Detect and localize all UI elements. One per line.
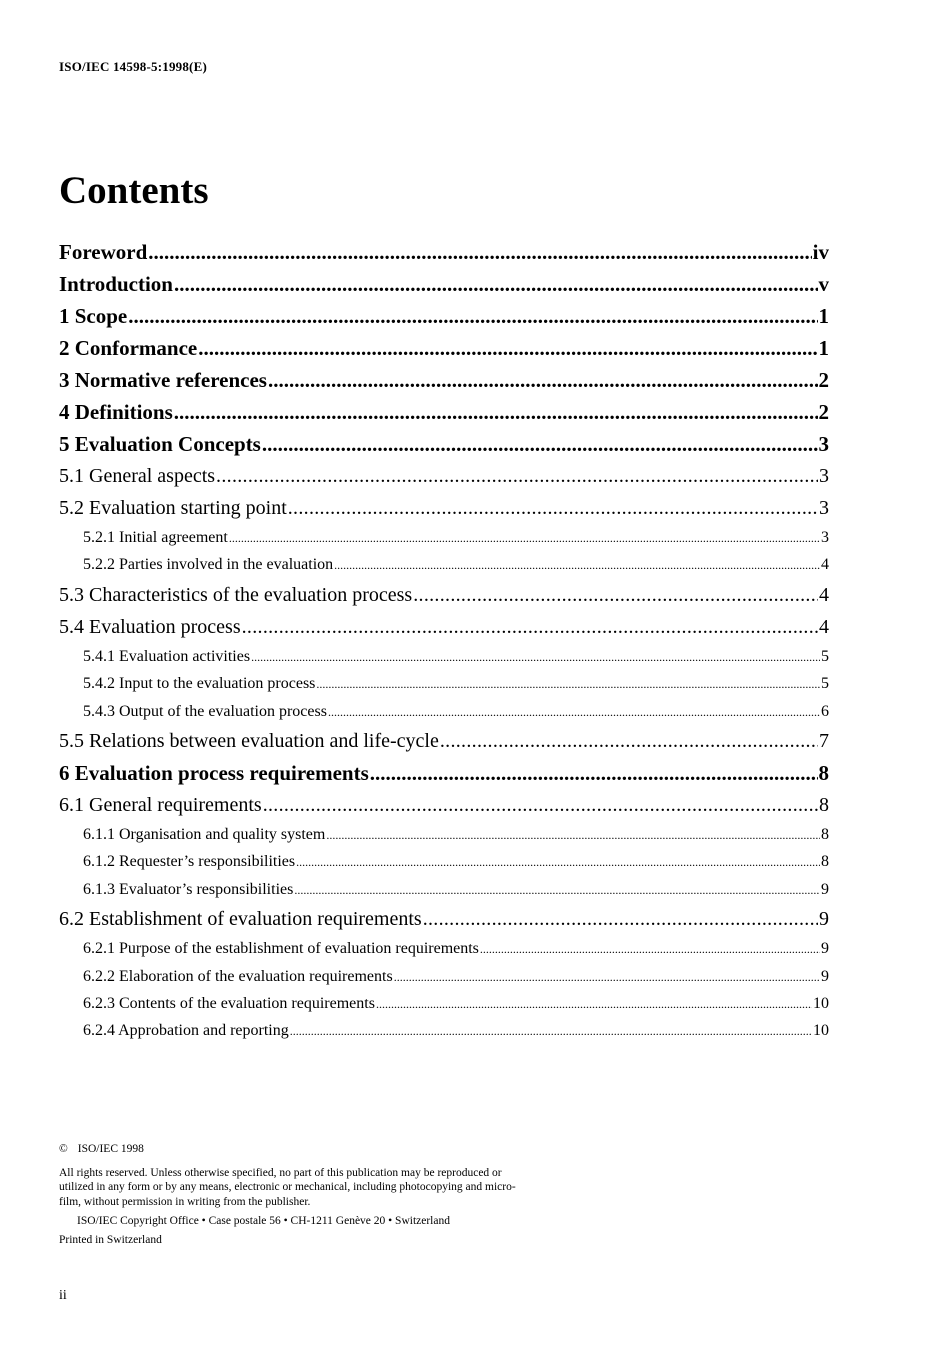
toc-entry-page: 6 [821,702,829,720]
toc-entry-page: 9 [821,880,829,898]
toc-entry[interactable] [59,789,829,821]
toc-dot-leader [174,396,818,428]
toc-entry-page: 5 [821,647,829,665]
toc-dot-leader [328,699,820,726]
toc-entry-label: 5.2.2 Parties involved in the evaluation [83,556,334,574]
toc-dot-leader [370,757,818,789]
toc-entry-page: 2 [818,400,829,424]
toc-entry-page: 3 [821,529,829,546]
toc-entry-label: 6.2 Establishment of evaluation requirements [59,908,422,931]
toc-entry-label: 5.4 Evaluation process [59,615,241,638]
toc-dot-leader [394,964,820,991]
toc-entry-page: 8 [821,853,829,871]
toc-entry-label: 6.2.3 Contents of the evaluation requirements [83,994,375,1012]
toc-entry-label: 6.1.3 Evaluator’s responsibilities [83,880,294,898]
toc-dot-leader [174,268,818,300]
toc-entry-page: 4 [819,615,829,638]
toc-dot-leader [198,332,817,364]
toc-entry[interactable] [59,524,829,551]
toc-entry-label: 5 Evaluation Concepts [59,432,261,456]
copyright-line [59,1142,599,1157]
toc-entry-page: 1 [818,336,829,360]
toc-entry[interactable] [59,643,829,670]
toc-entry[interactable] [59,428,829,460]
table-of-contents [59,236,829,1045]
toc-entry[interactable] [59,935,829,962]
toc-entry[interactable] [59,236,829,268]
toc-entry[interactable] [59,396,829,428]
toc-entry[interactable] [59,611,829,643]
toc-entry-label: 6.1.1 Organisation and quality system [83,825,326,843]
toc-entry-page: 9 [821,967,829,985]
toc-entry[interactable] [59,903,829,935]
toc-entry-page: 4 [821,556,829,574]
toc-entry[interactable] [59,579,829,611]
toc-entry-page: 3 [819,465,829,487]
toc-dot-leader [128,300,817,332]
toc-dot-leader [290,1018,812,1045]
page-title: Contents [59,169,209,212]
toc-entry[interactable] [59,460,829,492]
rights-line: film, without permission in writing from the publisher. [59,1195,311,1208]
toc-entry-page: 7 [819,729,829,752]
rights-line: utilized in any form or by any means, electronic or mechanical, including photocopying and micro- [59,1181,516,1193]
toc-entry-page: iv [812,240,829,264]
toc-dot-leader [262,428,818,460]
toc-entry[interactable] [59,698,829,725]
toc-entry[interactable] [59,990,829,1017]
toc-entry-page: 8 [819,793,829,816]
toc-entry[interactable] [59,332,829,364]
toc-entry-label: 6.2.2 Elaboration of the evaluation requirements [83,967,393,985]
toc-entry-label: Foreword [59,240,148,264]
toc-entry[interactable] [59,757,829,789]
toc-entry[interactable] [59,848,829,875]
toc-entry-page: 8 [818,760,829,785]
toc-dot-leader [296,849,820,876]
toc-entry-page: 1 [818,304,829,328]
copyright-footer [59,1142,599,1247]
toc-dot-leader [480,936,820,963]
toc-entry-page: 10 [813,994,829,1012]
toc-entry-page: 8 [821,825,829,843]
toc-dot-leader [316,671,820,698]
toc-dot-leader [326,822,820,849]
toc-entry-label: 2 Conformance [59,336,198,360]
page-number: ii [59,1288,67,1303]
toc-entry-page: 3 [819,497,829,519]
toc-dot-leader [242,611,818,643]
toc-dot-leader [376,991,812,1018]
toc-entry-label: 6.1.2 Requester’s responsibilities [83,853,296,871]
toc-dot-leader [229,525,820,552]
toc-entry-page: 9 [821,940,829,958]
toc-entry-label: 5.5 Relations between evaluation and life-cycle [59,729,439,752]
toc-entry[interactable] [59,725,829,757]
toc-dot-leader [413,579,818,611]
toc-dot-leader [294,877,820,904]
toc-entry-label: 5.4.3 Output of the evaluation process [83,702,327,720]
toc-dot-leader [148,236,811,268]
toc-entry-label: 6 Evaluation process requirements [59,760,369,785]
toc-entry-label: 6.2.1 Purpose of the establishment of evaluation requirements [83,940,479,958]
toc-entry-page: v [818,272,829,296]
document-id-header: ISO/IEC 14598-5:1998(E) [59,59,207,74]
toc-dot-leader [288,492,818,524]
toc-dot-leader [251,644,820,671]
toc-entry-label: 5.2 Evaluation starting point [59,497,287,519]
toc-entry-page: 2 [818,368,829,392]
toc-entry-label: 3 Normative references [59,368,267,392]
copyright-holder: ISO/IEC 1998 [77,1143,144,1155]
copyright-office-address: ISO/IEC Copyright Office • Case postale 56 • CH-1211 Genève 20 • Switzerland [77,1215,450,1227]
toc-entry-page: 5 [821,675,829,693]
toc-entry-label: 5.2.1 Initial agreement [83,529,228,546]
toc-dot-leader [263,789,818,821]
toc-entry-label: 1 Scope [59,304,128,328]
printed-in: Printed in Switzerland [59,1233,162,1246]
toc-entry-label: 6.2.4 Approbation and reporting [83,1022,289,1040]
toc-entry-page: 3 [818,432,829,456]
toc-entry[interactable] [59,300,829,332]
toc-entry-label: 5.4.1 Evaluation activities [83,647,251,665]
toc-dot-leader [334,552,820,579]
toc-entry-label: 5.3 Characteristics of the evaluation process [59,583,413,606]
copyright-symbol: © [59,1143,68,1155]
toc-entry-page: 10 [813,1022,829,1040]
toc-entry[interactable] [59,876,829,903]
toc-entry[interactable] [59,1017,829,1044]
toc-entry-label: 5.1 General aspects [59,465,216,487]
toc-entry[interactable] [59,963,829,990]
toc-dot-leader [423,903,818,935]
toc-entry[interactable] [59,670,829,697]
toc-entry[interactable] [59,551,829,578]
toc-entry[interactable] [59,821,829,848]
rights-line: All rights reserved. Unless otherwise specified, no part of this publication may be reproduced or [59,1166,502,1179]
toc-dot-leader [268,364,818,396]
toc-entry-label: 6.1 General requirements [59,793,262,816]
toc-entry[interactable] [59,364,829,396]
toc-dot-leader [216,460,818,492]
toc-entry-page: 4 [819,583,829,606]
toc-entry-label: Introduction [59,272,173,296]
toc-dot-leader [440,725,818,757]
toc-entry-page: 9 [819,908,829,931]
toc-entry[interactable] [59,492,829,524]
rights-statement [59,1166,599,1210]
toc-entry-label: 5.4.2 Input to the evaluation process [83,675,316,693]
toc-entry[interactable] [59,268,829,300]
toc-entry-label: 4 Definitions [59,400,173,424]
